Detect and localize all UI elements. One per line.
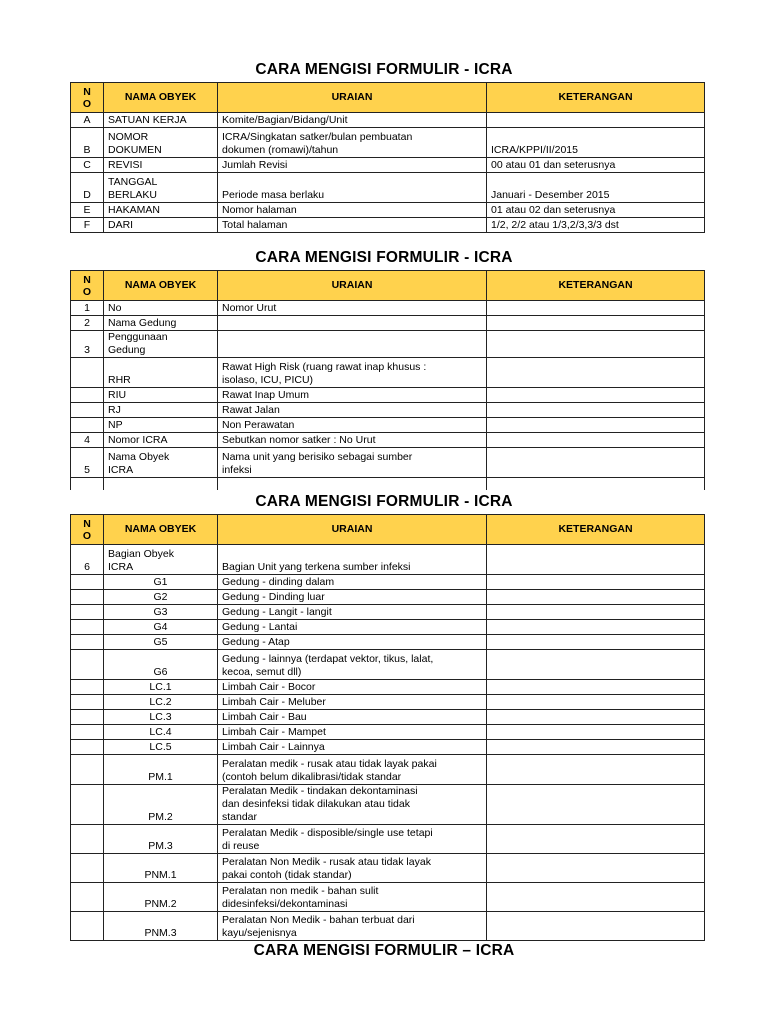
row-nama-obyek: G5 <box>104 635 218 650</box>
row-nama-obyek: G1 <box>104 575 218 590</box>
row-uraian: Gedung - lainnya (terdapat vektor, tikus, lalat, kecoa, semut dll) <box>218 650 487 680</box>
row-keterangan: 1/2, 2/2 atau 1/3,2/3,3/3 dst <box>487 218 705 233</box>
row-keterangan <box>487 883 705 912</box>
empty-cell <box>71 478 104 490</box>
header-keterangan: KETERANGAN <box>487 83 705 113</box>
row-uraian: Gedung - Langit - langit <box>218 605 487 620</box>
table-row <box>71 301 705 316</box>
table-row <box>71 358 705 388</box>
row-keterangan <box>487 575 705 590</box>
row-keterangan <box>487 605 705 620</box>
row-no <box>71 883 104 912</box>
row-uraian: Limbah Cair - Bau <box>218 710 487 725</box>
row-nama-obyek: Nama Gedung <box>104 316 218 331</box>
row-no <box>71 418 104 433</box>
row-uraian: Periode masa berlaku <box>218 173 487 203</box>
row-uraian <box>218 316 487 331</box>
row-no: 4 <box>71 433 104 448</box>
header-nama-obyek: NAMA OBYEK <box>104 515 218 545</box>
table-row <box>71 883 705 912</box>
row-keterangan <box>487 825 705 854</box>
row-no <box>71 635 104 650</box>
row-nama-obyek: G3 <box>104 605 218 620</box>
row-nama-obyek: DARI <box>104 218 218 233</box>
row-no <box>71 388 104 403</box>
row-keterangan <box>487 388 705 403</box>
row-no: E <box>71 203 104 218</box>
row-uraian: Nomor Urut <box>218 301 487 316</box>
table-row <box>71 173 705 203</box>
row-keterangan <box>487 620 705 635</box>
row-uraian: Limbah Cair - Meluber <box>218 695 487 710</box>
table-row <box>71 575 705 590</box>
row-keterangan <box>487 545 705 575</box>
row-no: C <box>71 158 104 173</box>
row-nama-obyek: Nomor ICRA <box>104 433 218 448</box>
row-keterangan <box>487 755 705 785</box>
row-nama-obyek: RJ <box>104 403 218 418</box>
header-keterangan: KETERANGAN <box>487 515 705 545</box>
row-uraian: Komite/Bagian/Bidang/Unit <box>218 113 487 128</box>
row-uraian: Peralatan medik - rusak atau tidak layak pakai (contoh belum dikalibrasi/tidak standar <box>218 755 487 785</box>
row-nama-obyek: Nama Obyek ICRA <box>104 448 218 478</box>
header-no: N O <box>71 515 104 545</box>
section-title-3: CARA MENGISI FORMULIR - ICRA <box>255 493 513 510</box>
row-uraian: Jumlah Revisi <box>218 158 487 173</box>
table-row <box>71 448 705 478</box>
row-uraian: Bagian Unit yang terkena sumber infeksi <box>218 545 487 575</box>
row-uraian: Limbah Cair - Mampet <box>218 725 487 740</box>
row-uraian: Gedung - Dinding luar <box>218 590 487 605</box>
row-nama-obyek: RHR <box>104 358 218 388</box>
table-row <box>71 590 705 605</box>
row-no <box>71 620 104 635</box>
table-row <box>71 203 705 218</box>
row-no <box>71 725 104 740</box>
icra-table-3 <box>70 514 705 941</box>
row-no <box>71 854 104 883</box>
row-nama-obyek: Penggunaan Gedung <box>104 331 218 358</box>
row-nama-obyek: LC.3 <box>104 710 218 725</box>
table-row <box>71 785 705 825</box>
row-keterangan <box>487 301 705 316</box>
row-uraian: Sebutkan nomor satker : No Urut <box>218 433 487 448</box>
empty-cell <box>218 478 487 490</box>
row-no <box>71 680 104 695</box>
row-nama-obyek: HAKAMAN <box>104 203 218 218</box>
row-nama-obyek: LC.2 <box>104 695 218 710</box>
table-row <box>71 755 705 785</box>
icra-table-1 <box>70 82 705 233</box>
row-no: 1 <box>71 301 104 316</box>
row-keterangan <box>487 635 705 650</box>
row-keterangan: 00 atau 01 dan seterusnya <box>487 158 705 173</box>
row-no <box>71 403 104 418</box>
header-no: N O <box>71 271 104 301</box>
row-keterangan <box>487 331 705 358</box>
row-nama-obyek: No <box>104 301 218 316</box>
table-row <box>71 403 705 418</box>
row-keterangan <box>487 403 705 418</box>
table-row <box>71 545 705 575</box>
header-keterangan: KETERANGAN <box>487 271 705 301</box>
row-uraian: Limbah Cair - Lainnya <box>218 740 487 755</box>
table-row <box>71 620 705 635</box>
row-no: F <box>71 218 104 233</box>
icra-table-2 <box>70 270 705 490</box>
row-keterangan <box>487 433 705 448</box>
table-row <box>71 912 705 941</box>
row-no <box>71 650 104 680</box>
row-keterangan <box>487 695 705 710</box>
row-uraian: Total halaman <box>218 218 487 233</box>
header-uraian: URAIAN <box>218 271 487 301</box>
table-row <box>71 418 705 433</box>
row-nama-obyek: SATUAN KERJA <box>104 113 218 128</box>
row-no <box>71 695 104 710</box>
header-nama-obyek: NAMA OBYEK <box>104 83 218 113</box>
table-row <box>71 825 705 854</box>
row-uraian: Non Perawatan <box>218 418 487 433</box>
row-nama-obyek: PM.2 <box>104 785 218 825</box>
header-uraian: URAIAN <box>218 83 487 113</box>
row-uraian: Rawat Inap Umum <box>218 388 487 403</box>
table-row <box>71 316 705 331</box>
row-nama-obyek: LC.1 <box>104 680 218 695</box>
row-nama-obyek: Bagian Obyek ICRA <box>104 545 218 575</box>
row-nama-obyek: TANGGAL BERLAKU <box>104 173 218 203</box>
row-keterangan <box>487 785 705 825</box>
row-keterangan <box>487 113 705 128</box>
row-keterangan <box>487 590 705 605</box>
table-row <box>71 854 705 883</box>
table-row <box>71 128 705 158</box>
row-keterangan <box>487 358 705 388</box>
row-keterangan: Januari - Desember 2015 <box>487 173 705 203</box>
row-no <box>71 912 104 941</box>
row-uraian: Rawat High Risk (ruang rawat inap khusus : isolaso, ICU, PICU) <box>218 358 487 388</box>
row-uraian: Rawat Jalan <box>218 403 487 418</box>
row-no <box>71 740 104 755</box>
row-nama-obyek: PM.3 <box>104 825 218 854</box>
row-uraian: Peralatan non medik - bahan sulit didesinfeksi/dekontaminasi <box>218 883 487 912</box>
row-no <box>71 785 104 825</box>
header-nama-obyek: NAMA OBYEK <box>104 271 218 301</box>
row-no: A <box>71 113 104 128</box>
row-no: 2 <box>71 316 104 331</box>
table-row <box>71 725 705 740</box>
table-row <box>71 113 705 128</box>
row-nama-obyek: G4 <box>104 620 218 635</box>
table-row <box>71 635 705 650</box>
empty-cell <box>104 478 218 490</box>
row-uraian: Nama unit yang berisiko sebagai sumber infeksi <box>218 448 487 478</box>
row-nama-obyek: LC.4 <box>104 725 218 740</box>
table-row <box>71 331 705 358</box>
row-uraian: Peralatan Medik - disposible/single use tetapi di reuse <box>218 825 487 854</box>
row-keterangan <box>487 316 705 331</box>
row-nama-obyek: RIU <box>104 388 218 403</box>
header-uraian: URAIAN <box>218 515 487 545</box>
row-keterangan <box>487 710 705 725</box>
row-uraian: ICRA/Singkatan satker/bulan pembuatan dokumen (romawi)/tahun <box>218 128 487 158</box>
section-title-2: CARA MENGISI FORMULIR - ICRA <box>255 249 513 266</box>
row-no <box>71 825 104 854</box>
row-keterangan <box>487 854 705 883</box>
row-keterangan <box>487 650 705 680</box>
row-nama-obyek: NP <box>104 418 218 433</box>
row-no: 6 <box>71 545 104 575</box>
row-nama-obyek: G2 <box>104 590 218 605</box>
row-uraian: Limbah Cair - Bocor <box>218 680 487 695</box>
table-row <box>71 740 705 755</box>
row-no: D <box>71 173 104 203</box>
row-nama-obyek: G6 <box>104 650 218 680</box>
row-no: 5 <box>71 448 104 478</box>
row-keterangan <box>487 418 705 433</box>
table-row <box>71 218 705 233</box>
row-keterangan <box>487 448 705 478</box>
row-keterangan <box>487 725 705 740</box>
row-keterangan <box>487 740 705 755</box>
row-no <box>71 590 104 605</box>
row-uraian <box>218 331 487 358</box>
row-keterangan <box>487 912 705 941</box>
table-row <box>71 680 705 695</box>
table-row <box>71 650 705 680</box>
row-no <box>71 710 104 725</box>
row-no <box>71 358 104 388</box>
row-uraian: Gedung - dinding dalam <box>218 575 487 590</box>
row-no: 3 <box>71 331 104 358</box>
row-uraian: Peralatan Medik - tindakan dekontaminasi dan desinfeksi tidak dilakukan atau tidak standar <box>218 785 487 825</box>
row-nama-obyek: REVISI <box>104 158 218 173</box>
row-uraian: Gedung - Lantai <box>218 620 487 635</box>
row-uraian: Nomor halaman <box>218 203 487 218</box>
row-nama-obyek: PNM.3 <box>104 912 218 941</box>
section-title-1: CARA MENGISI FORMULIR - ICRA <box>255 61 513 78</box>
table-row <box>71 158 705 173</box>
footer-title: CARA MENGISI FORMULIR – ICRA <box>253 942 515 959</box>
row-no <box>71 605 104 620</box>
table-row-empty <box>71 478 705 490</box>
row-keterangan: 01 atau 02 dan seterusnya <box>487 203 705 218</box>
header-no: N O <box>71 83 104 113</box>
row-no <box>71 755 104 785</box>
row-keterangan <box>487 680 705 695</box>
row-nama-obyek: LC.5 <box>104 740 218 755</box>
row-uraian: Gedung - Atap <box>218 635 487 650</box>
table-row <box>71 388 705 403</box>
table-row <box>71 710 705 725</box>
row-no <box>71 575 104 590</box>
row-uraian: Peralatan Non Medik - bahan terbuat dari kayu/sejenisnya <box>218 912 487 941</box>
empty-cell <box>487 478 705 490</box>
row-nama-obyek: PM.1 <box>104 755 218 785</box>
table-row <box>71 433 705 448</box>
row-uraian: Peralatan Non Medik - rusak atau tidak layak pakai contoh (tidak standar) <box>218 854 487 883</box>
row-nama-obyek: PNM.2 <box>104 883 218 912</box>
row-no: B <box>71 128 104 158</box>
row-keterangan: ICRA/KPPI/II/2015 <box>487 128 705 158</box>
row-nama-obyek: NOMOR DOKUMEN <box>104 128 218 158</box>
table-row <box>71 605 705 620</box>
table-row <box>71 695 705 710</box>
row-nama-obyek: PNM.1 <box>104 854 218 883</box>
